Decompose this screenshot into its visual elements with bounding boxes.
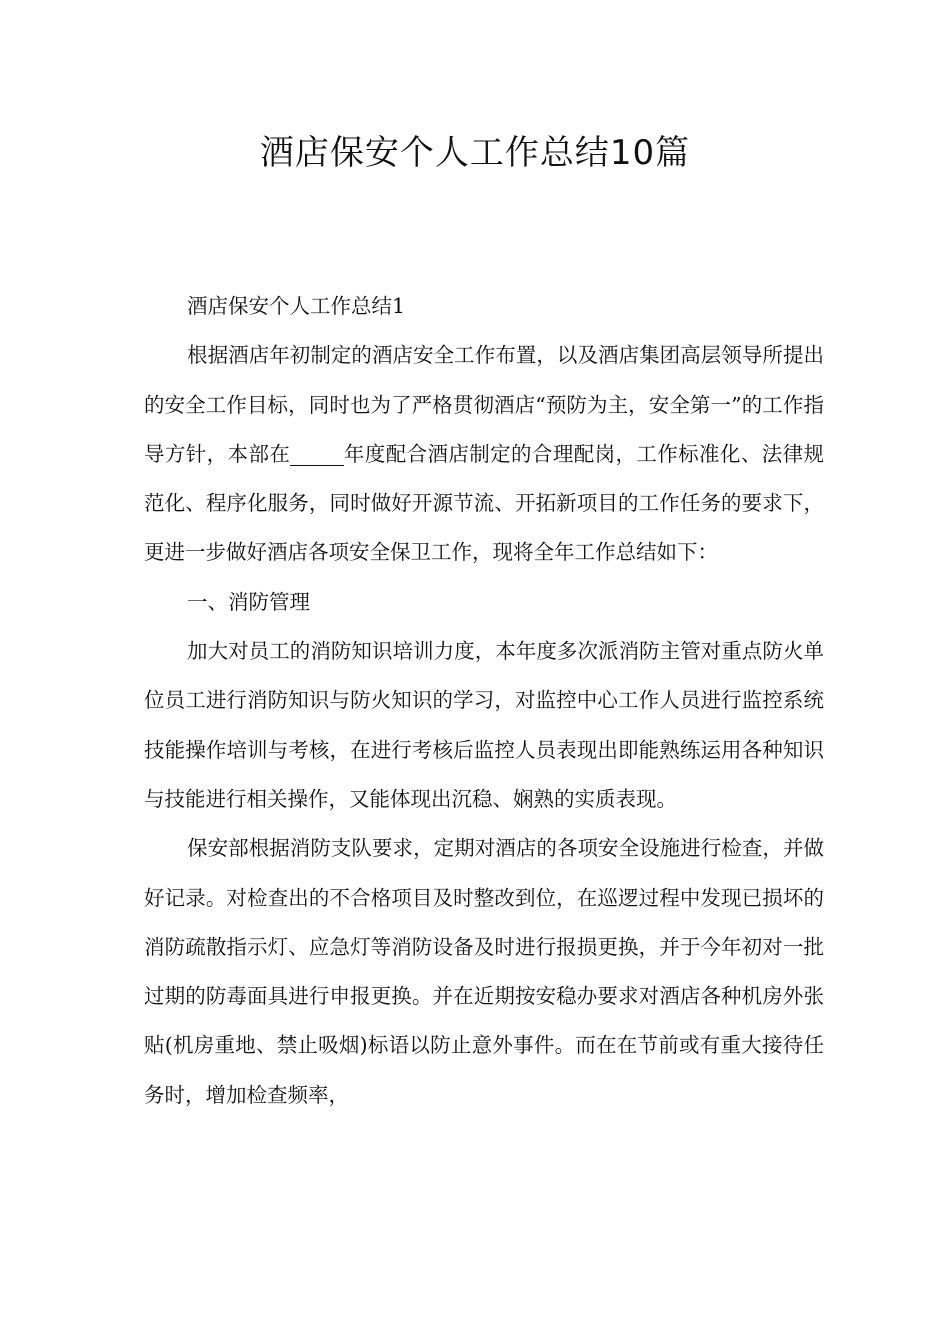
intro-text-part1: 根据酒店年初制定的酒店安全工作布置，以及酒店集团高层领导所提出的安全工作目标，同时也为了严格贯彻酒店“预防为主，安全第一”的工作指导方针，本部在 (144, 343, 824, 466)
section-title: 酒店保安个人工作总结1 (187, 294, 406, 318)
paragraph-fire-training: 加大对员工的消防知识培训力度，本年度多次派消防主管对重点防火单位员工进行消防知识与防火知识的学习，对监控中心工作人员进行监控系统技能操作培训与考核，在进行考核后监控人员表现出即能熟练运用各种知识与技能进行相关操作，又能体现出沉稳、娴熟的实质表现。 (144, 639, 824, 811)
intro-paragraph (144, 331, 824, 577)
intro-text-part2: 年度配合酒店制定的合理配岗，工作标准化、法律规范化、程序化服务，同时做好开源节流、开拓新项目的工作任务的要求下，更进一步做好酒店各项安全保卫工作，现将全年工作总结如下： (144, 441, 825, 565)
document-body (144, 282, 824, 1120)
year-blank (290, 445, 343, 467)
document-title: 酒店保安个人工作总结10篇 (259, 133, 691, 173)
heading-fire-management: 一、消防管理 (187, 589, 311, 614)
paragraph-fire-inspection: 保安部根据消防支队要求，定期对酒店的各项安全设施进行检查，并做好记录。对检查出的不合格项目及时整改到位，在巡逻过程中发现已损坏的消防疏散指示灯、应急灯等消防设备及时进行报损更换，并于今年初对一批过期的防毒面具进行申报更换。并在近期按安稳办要求对酒店各种机房外张贴(机房重地、禁止吸烟)标语以防止意外事件。而在在节前或有重大接待任务时，增加检查频率， (144, 836, 824, 1107)
